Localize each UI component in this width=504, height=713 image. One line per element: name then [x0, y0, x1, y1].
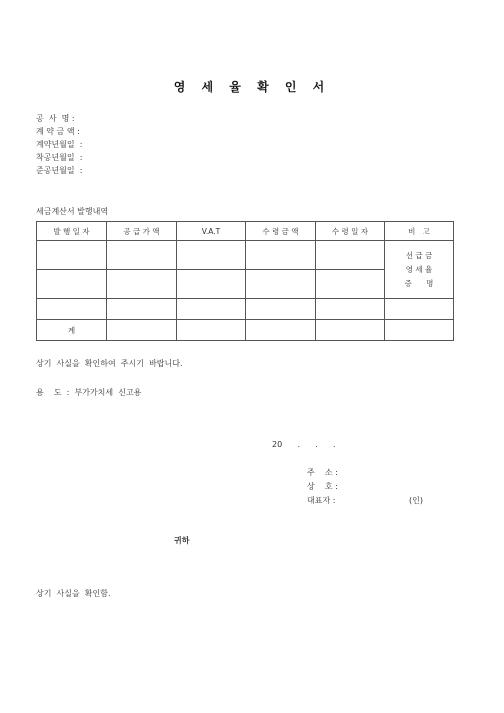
contract-date-field: 계약년월일 : [36, 140, 83, 149]
table-cell [37, 270, 107, 299]
table-cell [107, 270, 177, 299]
contract-amount-field: 계 약 금 액 : [36, 127, 80, 136]
table-cell [246, 270, 316, 299]
header-received-date: 수 령 일 자 [316, 222, 385, 241]
table-cell [246, 299, 316, 320]
table-cell [246, 320, 316, 341]
recipient-text: 귀하 [174, 536, 190, 545]
section-title: 세금계산서 발행내역 [36, 207, 109, 216]
purpose-text: 용 도 : 부가가치세 신고용 [36, 388, 142, 397]
issuer-address: 주 소 : [307, 468, 338, 477]
table-cell [107, 241, 177, 270]
project-name-field: 공 사 명 : [36, 114, 75, 123]
table-cell [177, 299, 246, 320]
header-issue-date: 발 행 일 자 [37, 222, 107, 241]
table-cell [107, 320, 177, 341]
note-line: 선 급 금 [405, 250, 433, 260]
table-cell [37, 241, 107, 270]
table-cell [177, 241, 246, 270]
table-cell [316, 320, 385, 341]
table-cell [107, 299, 177, 320]
document-title: 영 세 율 확 인 서 [173, 80, 331, 94]
total-label: 계 [37, 320, 107, 341]
note-line: 영 세 율 [405, 264, 433, 274]
table-total-row [37, 320, 454, 341]
table-cell [177, 320, 246, 341]
completion-date-field: 준공년월일 : [36, 166, 83, 175]
seal-mark: (인) [409, 496, 423, 505]
invoice-table [36, 221, 454, 341]
header-vat: V.A.T [177, 222, 246, 241]
table-cell [246, 241, 316, 270]
table-cell [177, 270, 246, 299]
table-cell [316, 270, 385, 299]
date-line: 20 . . . [272, 440, 336, 449]
note-line: 증 명 [404, 278, 434, 288]
table-cell [385, 299, 454, 320]
header-received-amount: 수 령 금 액 [246, 222, 316, 241]
table-row [37, 241, 454, 270]
issuer-company: 상 호 : [307, 482, 338, 491]
confirm-text: 상기 사실을 확인함. [36, 589, 111, 598]
table-cell [316, 299, 385, 320]
remarks-note-cell [385, 241, 454, 299]
table-header-row [37, 222, 454, 241]
table-cell [37, 299, 107, 320]
table-row [37, 299, 454, 320]
table-cell [385, 320, 454, 341]
start-date-field: 착공년월일 : [36, 153, 83, 162]
header-supply-amount: 공 급 가 액 [107, 222, 177, 241]
request-text: 상기 사실을 확인하여 주시기 바랍니다. [36, 359, 183, 368]
header-remarks: 비 고 [385, 222, 454, 241]
table-cell [316, 241, 385, 270]
issuer-ceo: 대표자 : [307, 496, 336, 505]
